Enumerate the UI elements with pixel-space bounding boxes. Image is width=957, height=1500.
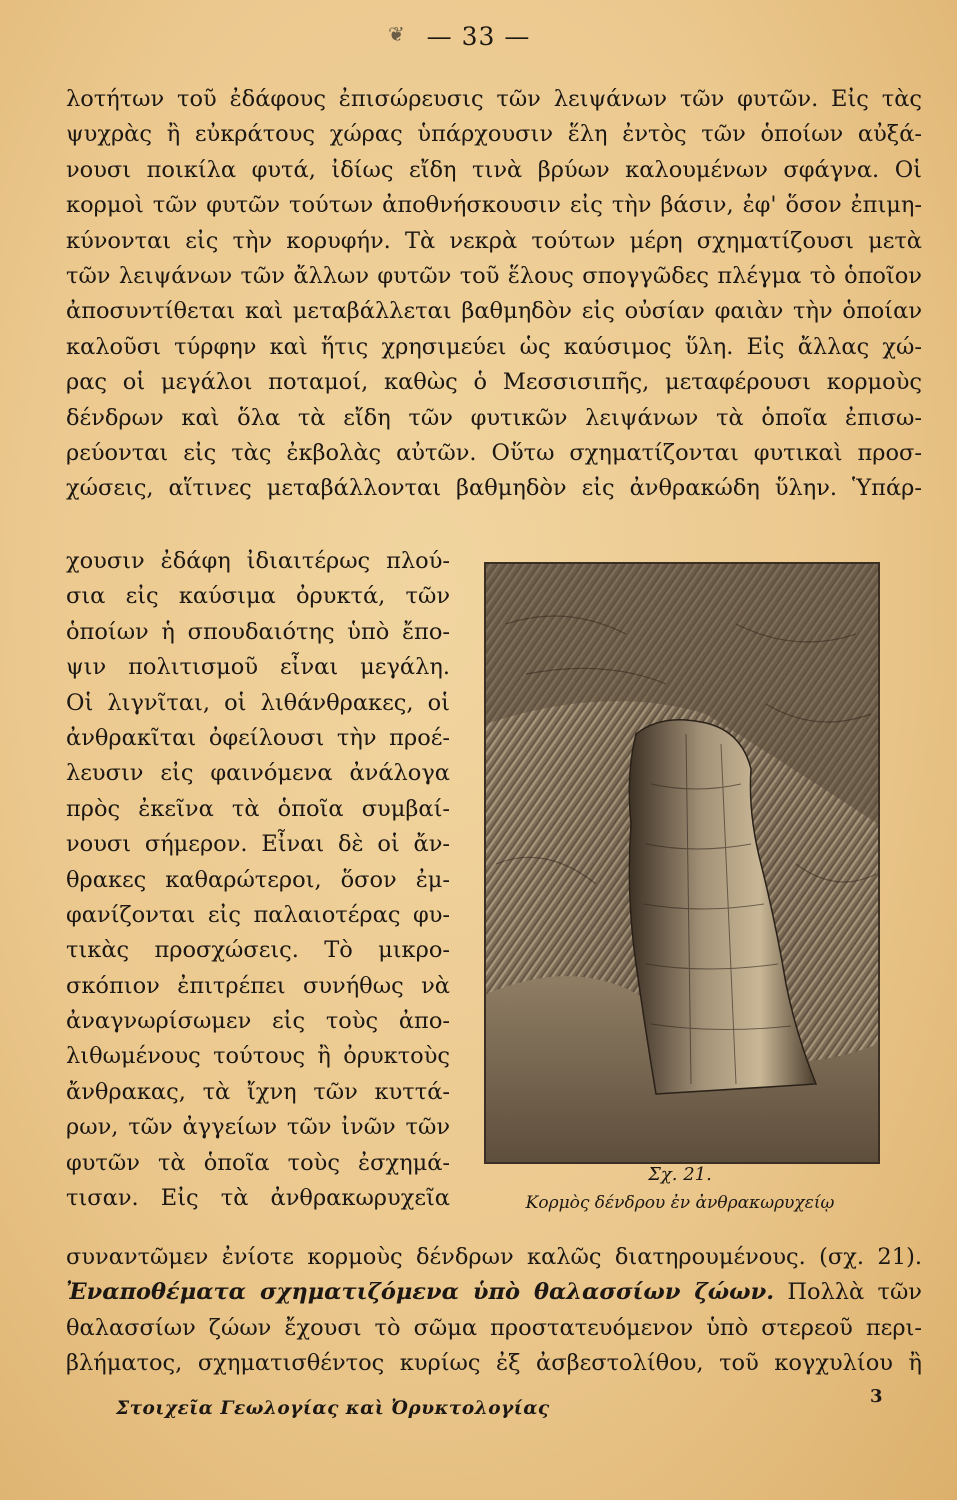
text-line: ἄνθρακας, τὰ ἴχνη τῶν κυττά- (66, 1078, 450, 1105)
text-line: ρεύονται εἰς τὰς ἐκβολὰς αὐτῶν. Οὕτω σχηματίζονται φυτικαὶ προσ- (66, 439, 922, 466)
text-line: βλήματος, σχηματισθέντος κυρίως ἐξ ἀσβεστολίθου, τοῦ κογχυλίου ἢ (66, 1350, 922, 1377)
text-line (66, 1275, 922, 1310)
ornament-mark: ❦ (388, 22, 405, 46)
figure-label: Σχ. 21. (648, 1164, 712, 1185)
text-line: ψιν πολιτισμοῦ εἶναι μεγάλη. (66, 654, 450, 681)
text-line: σκόπιον ἐπιτρέπει συνήθως νὰ (66, 972, 450, 999)
figure-caption: Κορμὸς δένδρου ἐν ἀνθρακωρυχείῳ (525, 1193, 835, 1213)
text-line: ρων, τῶν ἀγγείων τῶν ἰνῶν τῶν (66, 1114, 450, 1141)
text-line: ὁποίων ἡ σπουδαιότης ὑπὸ ἔπο- (66, 618, 450, 645)
text-line: πρὸς ἐκεῖνα τὰ ὁποῖα συμβαί- (66, 795, 450, 822)
text-line: τισαν. Εἰς τὰ ἀνθρακωρυχεῖα (66, 1185, 450, 1212)
text-line: λευσιν εἰς φαινόμενα ἀνάλογα (66, 760, 450, 787)
section-heading: Ἐναποθέματα σχηματιζόμενα ὑπὸ θαλασσίων ζώων. (66, 1279, 775, 1306)
figure-tree-trunk-photo (484, 562, 880, 1164)
text-line: φανίζονται εἰς παλαιοτέρας φυ- (66, 901, 450, 928)
text-line: χουσιν ἐδάφη ἰδιαιτέρως πλού- (66, 548, 450, 574)
text-line: ἀποσυντίθεται καὶ μεταβάλλεται βαθμηδὸν εἰς οὐσίαν φαιὰν τὴν ὁποίαν (66, 298, 922, 325)
page-number: — 33 — (426, 22, 531, 51)
text-line: σια εἰς καύσιμα ὀρυκτά, τῶν (66, 583, 450, 610)
text-line: φυτῶν τὰ ὁποῖα τοὺς ἐσχημά- (66, 1149, 450, 1176)
text-line: νουσι σήμερον. Εἶναι δὲ οἱ ἄν- (66, 831, 450, 858)
text-line: κορμοὶ τῶν φυτῶν τούτων ἀποθνήσκουσιν εἰς τὴν βάσιν, ἐφ' ὅσον ἐπιμη- (66, 192, 922, 219)
text-line: λοτήτων τοῦ ἐδάφους ἐπισώρευσις τῶν λειψάνων τῶν φυτῶν. Εἰς τὰς (66, 86, 922, 112)
text-line: συναντῶμεν ἐνίοτε κορμοὺς δένδρων καλῶς διατηρουμένους. (σχ. 21). (66, 1244, 922, 1270)
footer-book-title: Στοιχεῖα Γεωλογίας καὶ Ὀρυκτολογίας (116, 1398, 550, 1419)
paragraph-narrow (66, 544, 450, 1216)
text-line: θαλασσίων ζώων ἔχουσι τὸ σῶμα προστατευόμενον ὑπὸ στερεοῦ περι- (66, 1314, 922, 1341)
text-line: χώσεις, αἵτινες μεταβάλλονται βαθμηδὸν εἰς ἀνθρακώδη ὕλην. Ὑπάρ- (66, 475, 922, 502)
text-line: Οἱ λιγνῖται, οἱ λιθάνθρακες, οἱ (66, 689, 450, 716)
text-line: ἀνθρακῖται ὀφείλουσι τὴν προέ- (66, 724, 450, 751)
text-line: τικὰς προσχώσεις. Τὸ μικρο- (66, 937, 450, 964)
text-line: λιθωμένους τούτους ἢ ὀρυκτοὺς (66, 1043, 450, 1070)
footer-signature: 3 (870, 1386, 883, 1407)
text-line: δένδρων καὶ ὅλα τὰ εἴδη τῶν φυτικῶν λειψάνων τὰ ὁποῖα ἐπισω- (66, 404, 922, 431)
text-fragment: Πολλὰ τῶν (774, 1279, 922, 1306)
paragraph-after (66, 1240, 922, 1382)
text-line: νουσι ποικίλα φυτά, ἰδίως εἴδη τινὰ βρύων καλουμένων σφάγνα. Οἱ (66, 156, 922, 183)
text-line: τῶν λειψάνων τῶν ἄλλων φυτῶν τοῦ ἕλους σπογγῶδες πλέγμα τὸ ὁποῖον (66, 262, 922, 289)
text-line: κύνονται εἰς τὴν κορυφήν. Τὰ νεκρὰ τούτων μέρη σχηματίζουσι μετὰ (66, 227, 922, 254)
text-line: ἀναγνωρίσωμεν εἰς τοὺς ἀπο- (66, 1008, 450, 1035)
text-line: ρας οἱ μεγάλοι ποταμοί, καθὼς ὁ Μεσσισιπῆς, μεταφέρουσι κορμοὺς (66, 369, 922, 396)
text-line: θρακες καθαρώτεροι, ὅσον ἐμ- (66, 866, 450, 893)
paragraph-top (66, 82, 922, 507)
text-line: ψυχρὰς ἢ εὐκράτους χώρας ὑπάρχουσιν ἕλη ἐντὸς τῶν ὁποίων αὐξά- (66, 121, 922, 148)
text-line: καλοῦσι τύρφην καὶ ἥτις χρησιμεύει ὡς καύσιμος ὕλη. Εἰς ἄλλας χώ- (66, 333, 922, 360)
tree-trunk-illustration (486, 564, 878, 1162)
